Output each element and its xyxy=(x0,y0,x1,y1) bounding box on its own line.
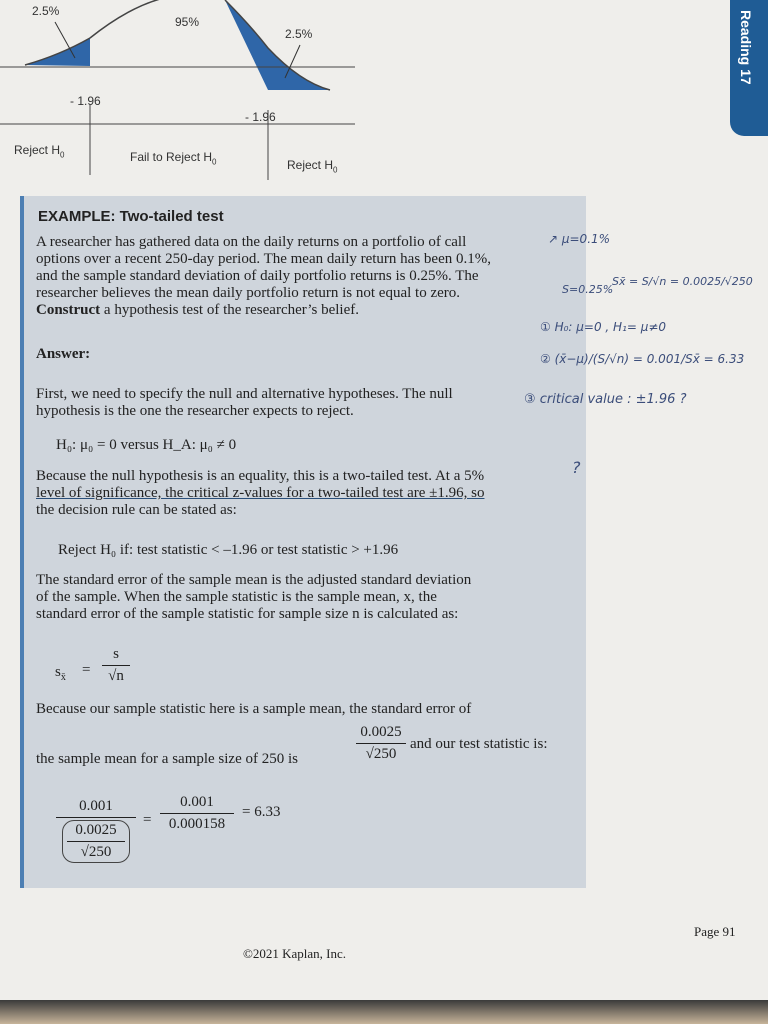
desk-edge xyxy=(0,1000,768,1024)
calc-result: = 6.33 xyxy=(242,804,281,820)
p3-line1: Because the null hypothesis is an equality, this is a two-tailed test. At a 5% xyxy=(36,468,485,484)
calc-denominator-2: 0.000158 xyxy=(168,816,226,832)
p5-line1: Because our sample statistic here is a sample mean, the standard error of xyxy=(36,701,472,717)
p1-line4: researcher believes the mean daily portfolio return is not equal to zero. xyxy=(36,285,460,301)
p2-line1: First, we need to specify the null and alternative hypotheses. The null xyxy=(36,386,453,402)
p1-line2: options over a recent 250-day period. The mean daily return has been 0.1%, xyxy=(36,251,491,267)
left-tail-label: 2.5% xyxy=(32,4,60,18)
copyright: ©2021 Kaplan, Inc. xyxy=(243,946,347,961)
reading-tab-label: Reading 17 xyxy=(738,10,754,85)
se-value-numerator: 0.0025 xyxy=(360,724,402,740)
p4-line3: standard error of the sample statistic for sample size n is calculated as: xyxy=(36,606,459,622)
fail-to-reject-label: Fail to Reject $H_0$ xyxy=(130,150,217,167)
se-numerator: s xyxy=(113,646,119,662)
p5-line2a: the sample mean for a sample size of 250 is xyxy=(36,751,299,767)
se-value-denominator: √250 xyxy=(365,746,397,762)
calc-fraction-2 xyxy=(160,794,234,833)
se-denominator: √n xyxy=(108,668,124,684)
hand-sx: Sx̄ = S/√n = 0.0025/√250 xyxy=(612,275,753,288)
calc-numerator-1: 0.001 xyxy=(79,798,113,814)
p2-line2: hypothesis is the one the researcher expects to reject. xyxy=(36,403,354,419)
calc-equals: = xyxy=(143,812,152,828)
p1-line1: A researcher has gathered data on the daily returns on a portfolio of call xyxy=(36,234,467,250)
calc-denominator-1: 0.0025 √250 xyxy=(62,820,130,863)
reject-right-label: Reject $H_0$ xyxy=(287,158,338,175)
calc-fraction-1 xyxy=(56,798,136,865)
se-fraction xyxy=(102,646,130,685)
se-value-fraction xyxy=(356,724,406,763)
hand-step3: ③ critical value : ±1.96 ? xyxy=(524,392,687,407)
hand-s: S=0.25% xyxy=(562,283,614,296)
se-equals: = xyxy=(82,662,91,678)
p1-line3: and the sample standard deviation of daily portfolio returns is 0.25%. The xyxy=(36,268,479,284)
p3-line2: level of significance, the critical z-values for a two-tailed test are ±1.96, so xyxy=(36,485,485,501)
hypotheses: H₀: μ₀ = 0 versus H_A: μ₀ ≠ 0 xyxy=(56,437,237,453)
p3-line3: the decision rule can be stated as: xyxy=(36,502,237,518)
se-lhs: $s_{x̄}$ xyxy=(55,664,66,683)
right-tail-shade xyxy=(225,0,330,90)
p1-line5: Construct a hypothesis test of the researcher’s belief. xyxy=(36,302,359,318)
hand-step2: ② (x̄−μ)/(S/√n) = 0.001/Sx̄ = 6.33 xyxy=(540,352,745,366)
hand-question: ? xyxy=(572,458,581,477)
center-label: 95% xyxy=(175,15,200,29)
p4-line2: of the sample. When the sample statistic is the sample mean, x, the xyxy=(36,589,437,605)
right-critical-value: - 1.96 xyxy=(245,110,276,124)
reject-left-label: Reject $H_0$ xyxy=(14,143,65,160)
right-tail-label: 2.5% xyxy=(285,27,313,41)
hand-step1: ① H₀: μ=0 , H₁= μ≠0 xyxy=(540,320,667,334)
distribution-figure xyxy=(0,0,768,190)
example-title: EXAMPLE: Two-tailed test xyxy=(38,208,224,225)
left-critical-value: - 1.96 xyxy=(70,94,101,108)
bell-curve-graphic xyxy=(0,0,768,190)
decision-rule: Reject H₀ if: test statistic < –1.96 or test statistic > +1.96 xyxy=(58,542,399,558)
p5-line2b: and our test statistic is: xyxy=(410,736,548,752)
reading-tab xyxy=(730,0,768,136)
p4-line1: The standard error of the sample mean is the adjusted standard deviation xyxy=(36,572,472,588)
calc-numerator-2: 0.001 xyxy=(180,794,214,810)
page-number: Page 91 xyxy=(694,924,736,939)
answer-label: Answer: xyxy=(36,346,91,362)
hand-mu: ↗ μ=0.1% xyxy=(548,232,611,246)
